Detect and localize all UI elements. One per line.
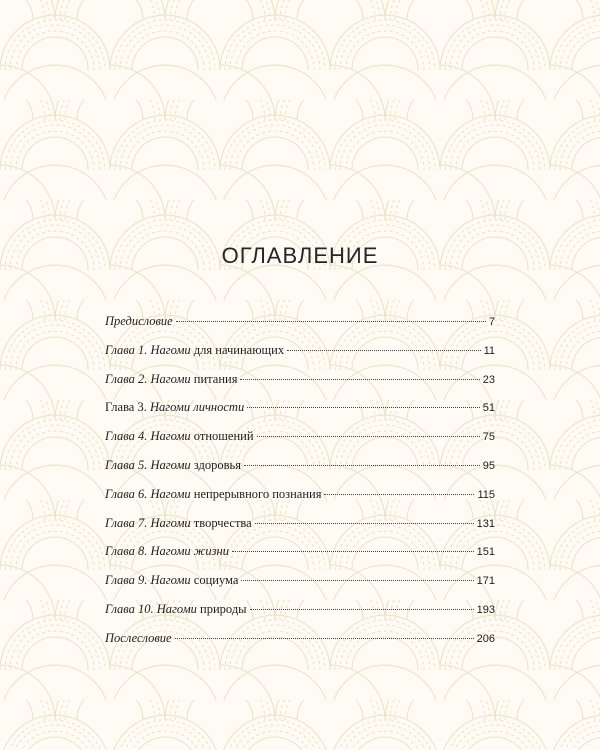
toc-entry-topic: природы [196,601,247,616]
toc-entry-title [105,543,229,559]
page-title: ОГЛАВЛЕНИЕ [221,243,379,268]
dot-leader [255,522,474,524]
toc-entry[interactable] [105,543,495,572]
toc-entry-topic: Нагоми личности [146,400,245,415]
toc-entry-topic: непрерывного познания [190,486,322,501]
toc-entry-chapter-label: Глава 4. Нагоми [105,429,191,444]
toc-entry[interactable] [105,371,495,400]
toc-entry-title [105,399,244,415]
toc-entry[interactable] [105,313,495,342]
toc-page-number: 7 [488,316,495,328]
toc-page-number: 51 [482,402,495,415]
toc-entry[interactable] [105,342,495,371]
toc-page-number: 131 [476,517,495,530]
toc-entry-topic: для начинающих [190,342,285,357]
dot-leader [257,435,480,437]
toc-entry[interactable] [105,572,495,601]
toc-page-number: 206 [476,632,495,645]
toc-page-number: 115 [477,488,495,501]
toc-entry-topic: питания [190,371,238,386]
toc-entry-topic: здоровья [190,457,241,472]
toc-entry-chapter-label: Глава 8. Нагоми [105,544,191,559]
toc-entry-title [105,486,321,502]
toc-page-number: 171 [476,575,495,588]
toc-entry[interactable] [105,486,495,515]
toc-entry-chapter-label: Глава 7. Нагоми [105,515,191,530]
toc-entry-chapter-label: Глава 3. [105,400,147,415]
toc-entry-chapter-label: Глава 5. Нагоми [105,457,191,472]
dot-leader [324,493,474,495]
toc-entry-chapter-label: Глава 9. Нагоми [105,573,191,588]
dot-leader [247,406,480,408]
toc-entry-title [105,313,173,329]
toc-entry-title [105,342,284,358]
toc-page-number: 23 [482,373,495,386]
toc-entry-topic: социума [190,573,239,588]
toc-entry-chapter-label: Глава 2. Нагоми [105,371,191,386]
toc-page-number: 151 [476,546,495,559]
toc-entry-title [105,371,237,387]
dot-leader [176,320,486,322]
toc-entry[interactable] [105,399,495,428]
toc-entry-chapter-label: Предисловие [105,314,173,328]
toc-entry-title [105,428,254,444]
toc-entry-chapter-label: Глава 6. Нагоми [105,486,191,501]
toc-entry-title [105,630,172,646]
toc-entry-title [105,601,247,617]
dot-leader [287,349,480,351]
toc-page-number: 75 [482,431,495,444]
toc-entry-topic: творчества [190,515,252,530]
toc-entry[interactable] [105,515,495,544]
toc-entry[interactable] [105,428,495,457]
toc-entry[interactable] [105,601,495,630]
toc-entry-chapter-label: Глава 10. Нагоми [105,601,197,616]
toc-page-number: 193 [476,603,495,616]
dot-leader [232,550,474,552]
toc-entry-title [105,572,238,588]
toc-entry[interactable] [105,630,495,659]
dot-leader [240,378,479,380]
dot-leader [244,464,480,466]
toc-entry-topic: жизни [190,544,230,559]
toc-entry-chapter-label: Глава 1. Нагоми [105,342,191,357]
dot-leader [241,579,473,581]
dot-leader [250,608,474,610]
toc-entry-topic: отношений [190,429,254,444]
dot-leader [175,637,474,639]
toc-entry-title [105,457,241,473]
toc-entry-chapter-label: Послесловие [105,630,172,645]
table-of-contents [105,313,495,659]
toc-page-number: 95 [482,459,495,472]
toc-entry[interactable] [105,457,495,486]
toc-entry-title [105,515,252,531]
toc-page-number: 11 [483,344,495,357]
